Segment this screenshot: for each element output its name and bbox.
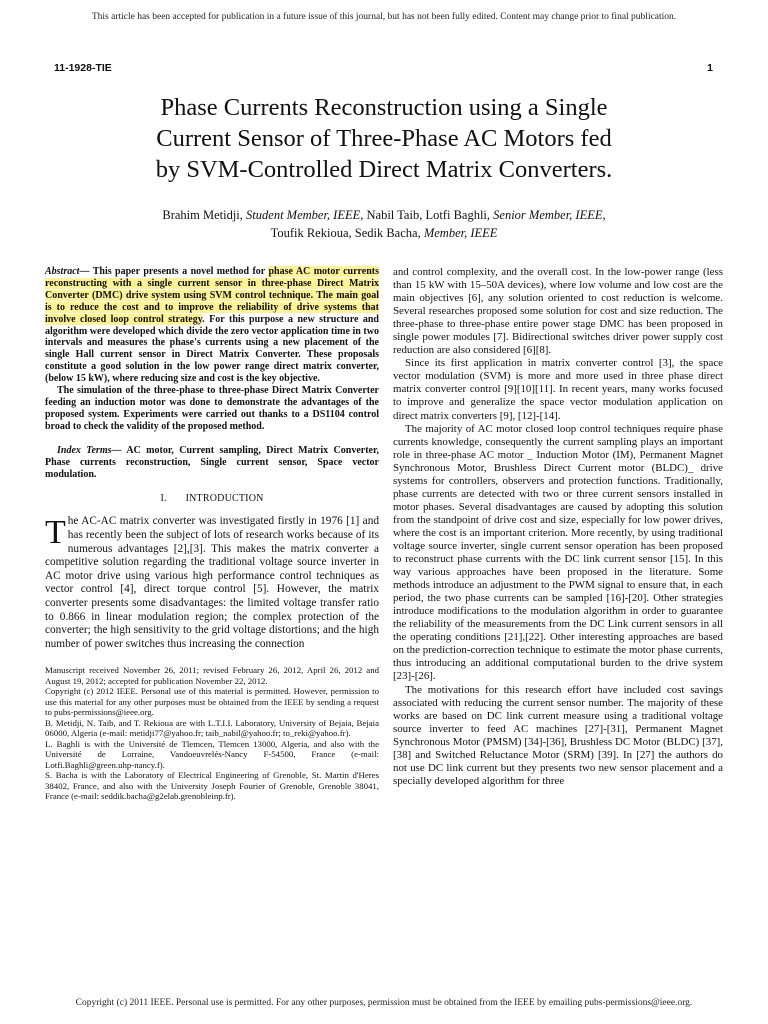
right-column [393,266,723,788]
author-line-2 [54,224,714,242]
author-membership: Student Member, IEEE [246,208,361,222]
body-paragraph: The motivations for this research effort have included cost savings associated with reducing the current sensor number. The majority of these works are based on DC link current measure using a traditional voltage source inverter to feed AC machines [27]-[31], Permanent Magnet Synchronous Motor (PMSM) [34]-[36], Brushless DC Motor (BLDC) [37],[38] and Switched Reluctance Motor (SRM) [39]. In [27] the authors do not use DC link current but they presents two new sensor placement and a specially developed algorithm for three [393,683,723,787]
manuscript-id: 11-1928-TIE [54,62,112,74]
abstract-paragraph-2: The simulation of the three-phase to three-phase Direct Matrix Converter feeding an induction motor was done to demonstrate the advantages of the proposed system. Experiments were carried out thanks to a DS1104 control broad to check the validity of the proposed method. [45,385,379,432]
abstract-label: Abstract [45,266,80,277]
abstract [45,266,379,385]
abstract-text: This paper presents a novel method for [92,266,269,277]
left-column [45,266,379,802]
body-paragraph: and control complexity, and the overall cost. In the low-power range (less than 15 kW with 15–50A devices), where low volume and low cost are the main objectives [6], any solution oriented to cost reduction is welcome. Several researches proposed some solution for cost and size reduction. The three-phase to three-phase entire power stage DMC has been proposed in single power modules [7]. Bidirectional switches driver power supply cost reduction are also considered [6][8]. [393,266,723,357]
index-terms-text: — AC motor, Current sampling, Direct Matrix Converter, Phase currents reconstruction, Single current sensor, Space vector modulation. [45,444,379,480]
paper-title [54,92,714,185]
title-line: Current Sensor of Three-Phase AC Motors fed [156,125,612,152]
intro-text: he AC-AC matrix converter was investigated firstly in 1976 [1] and has recently been the subject of lots of research works because of its numerous advantages [2],[3]. This makes the matrix converter a competitive solution regarding the traditional voltage source inverter in AC motor drive using various high performance control techniques as vector control [4], direct torque control [5]. However, the matrix converter presents some disadvantages: the limited voltage transfer ratio to 0.866 in linear modulation region; the complex protection of the converter; the high sensitivity to the grid voltage distortions; and the high number of power switches thus increasing the connection [45,515,379,650]
title-line: by SVM-Controlled Direct Matrix Converters. [155,156,613,183]
body-paragraph: Since its first application in matrix converter control [3], the space vector modulation (SVM) is more and more used in three phase direct matrix converter control [9][10][11]. In recent years, many works focused to improve and generalize the space vector modulation application on direct matrix converters [9], [12]-[14]. [393,357,723,422]
section-title: INTRODUCTION [185,493,264,505]
footnote [45,665,379,802]
title-line: Phase Currents Reconstruction using a Single [160,94,608,121]
abstract-highlight: phase AC motor currents reconstructing with a single current sensor in three-phase Direct Matrix Converter (DMC) drive system using SVM control technique. The main goal is to reduce the cost and to improve the reliability of drive systems that involve closed loop control strategy [45,266,379,325]
author-list [54,206,714,242]
index-terms-label: Index Terms [57,444,112,456]
footnote-line: L. Baghli is with the Université de Tlemcen, Tlemcen 13000, Algeria, and also with the Université de Lorraine, Vandoeuvrelés-Nancy F-54500, France (e-mail: Lotfi.Baghli@green.uhp-nancy.f). [45,738,379,770]
abstract-text: . For this purpose a new structure and algorithm were developed which divide the zero vector application time in two intervals and measures the phase's currents using a new placement of the single Hall current sensor in Direct Matrix Converter. These proposals constitute a good solution in the low power range direct matrix converter, (below 15 kW), where reducing size and cost is the key objective. [45,313,379,385]
author-membership: Member, IEEE [423,226,498,240]
author-text: Toufik Rekioua, Sedik Bacha, [270,226,424,240]
footnote-line: Copyright (c) 2012 IEEE. Personal use of this material is permitted. However, permission to use this material for any other purposes must be obtained from the IEEE by sending a request to pubs-permissions@ieee.org. [45,686,379,718]
index-terms [45,445,379,481]
prepublication-notice: This article has been accepted for publication in a future issue of this journal, but has not been fully edited. Content may change prior to final publication. [91,12,677,22]
body-paragraph: The majority of AC motor closed loop control techniques require phase currents knowledge, consequently the current sampling plays an important role in three-phase AC motor _ Induction Motor (IM), Permanent Magnet Synchronous Motor, Brushless Direct Current motor (BLDC)_ drive systems for controllers, observers and protection functions. Traditionally, phase currents are detected with two or three current sensors installed in motor phases. Several disadvantages are caused by adopting this solution from the standpoint of drive cost and size, especially for low power drives, where the cost is an important criterion. More recently, by using traditional voltage source inverter, single current sensor operation has been proposed to reconstruct phase currents with the DC link current sensor [15]. In this way various approaches have been proposed in the literature. Some methods introduce an adjustment to the PWM signal to ensure that, in each period, the two phase currents can be sampled [16]-[20]. Other strategies introduce modifications to the modulation algorithm in order to guarantee the reliability of the measurements from the DC Link current sensors in all the operating conditions [21],[22]. Other interesting approaches are based on the prediction-correction technique to estimate the motor phase currents, thus introducing an additional computational burden to the drive system [23]-[26]. [393,422,723,683]
drop-cap: T [45,514,66,552]
section-heading [45,492,379,505]
footnote-line: Manuscript received November 26, 2011; revised February 26, 2012, April 26, 2012 and August 19, 2012; accepted for publication November 22, 2012. [45,665,379,686]
copyright-footer: Copyright (c) 2011 IEEE. Personal use is permitted. For any other purposes, permission must be obtained from the IEEE by emailing pubs-permissions@ieee.org. [75,998,693,1008]
intro-paragraph [45,515,379,651]
author-membership: Senior Member, IEEE [493,208,603,222]
footnote-line: B. Metidji, N. Taib, and T. Rekioua are with L.T.I.I. Laboratory, University of Bejaia, Bejaia 06000, Algeria (e-mail: metidji77@yahoo.fr; taib_nabil@yahoo.fr; to_reki@yahoo.fr). [45,717,379,739]
page-number: 1 [707,62,713,74]
author-line-1 [54,206,714,224]
section-number: I. [160,493,167,505]
footnote-line: S. Bacha is with the Laboratory of Electrical Engineering of Grenoble, St. Martin d'Heres 38402, France, and also with the University Joseph Fourier of Grenoble, Grenoble 38041, France (e-mail: seddik.bacha@g2elab.grenobleinp.fr). [45,770,379,802]
author-text: , Nabil Taib, Lotfi Baghli, [360,208,494,222]
author-text: , [602,208,606,222]
abstract-dash: — [79,266,93,277]
author-text: Brahim Metidji, [162,208,247,222]
